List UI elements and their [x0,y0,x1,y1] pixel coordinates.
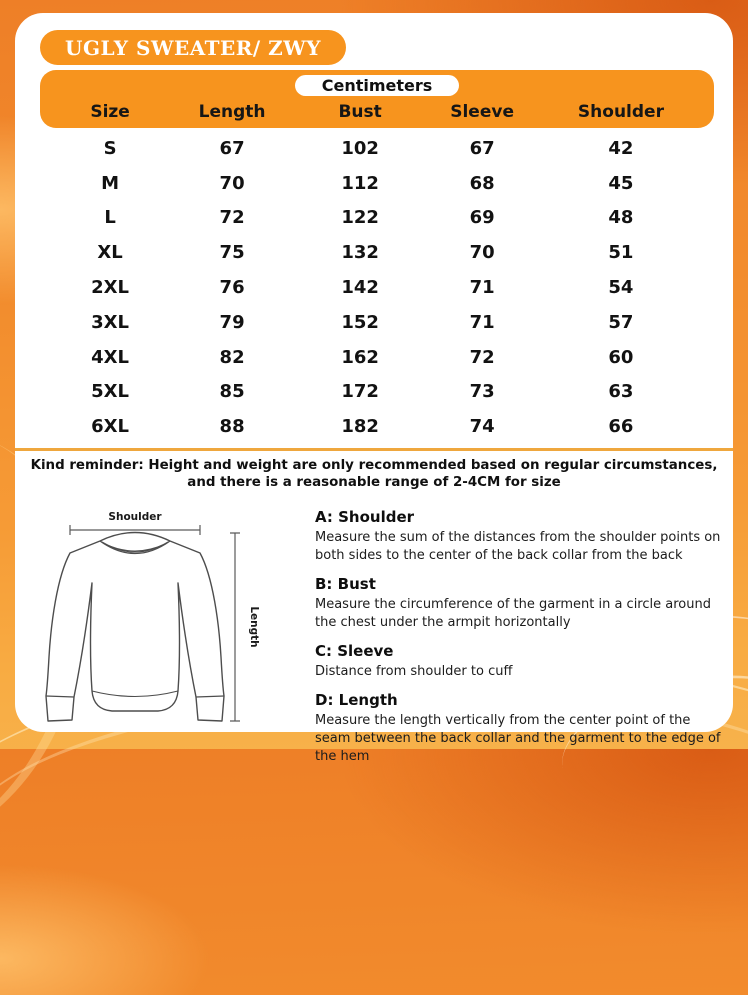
guide-section-title: A: Shoulder [315,508,415,526]
table-row [40,131,714,166]
table-cell: 71 [469,311,495,333]
guide-section [315,508,727,565]
guide-section-title: B: Bust [315,574,376,593]
kind-reminder-line2: and there is a reasonable range of 2-4CM for size [187,475,561,491]
table-cell: 172 [341,381,379,403]
table-cell: 48 [608,207,634,229]
table-cell: L [104,207,116,229]
table-cell: 4XL [91,346,130,368]
table-cell: 51 [608,242,634,264]
length-dimension-label: Length [248,606,260,648]
table-row [40,409,714,444]
table-row [40,166,714,201]
sweater-diagram [38,505,274,731]
guide-section-title: D: Length [315,690,398,709]
table-cell: 71 [469,277,495,299]
table-cell: 70 [469,242,495,264]
size-table-body [40,131,714,444]
sweater-line-art [38,505,274,731]
guide-section [315,642,727,681]
size-table-header [40,70,714,128]
table-cell: XL [97,242,123,264]
table-cell: 67 [469,137,495,159]
table-cell: 60 [608,346,634,368]
column-header-sleeve: Sleeve [450,102,514,122]
table-cell: 102 [341,137,379,159]
product-title-badge [40,30,346,65]
table-cell: 152 [341,311,379,333]
table-cell: 3XL [91,311,130,333]
product-title: UGLY SWEATER/ ZWY [65,35,321,60]
table-cell: 74 [469,416,495,438]
guide-section-body: Distance from shoulder to cuff [315,663,513,679]
table-cell: 72 [219,207,245,229]
table-cell: M [101,172,120,194]
divider-line [15,448,733,451]
guide-section [315,691,727,766]
table-cell: 88 [219,416,245,438]
table-cell: 162 [341,346,379,368]
table-cell: 85 [219,381,245,403]
table-cell: 42 [608,137,634,159]
table-cell: 66 [608,416,634,438]
table-cell: 182 [341,416,379,438]
unit-badge: Centimeters [295,75,460,96]
table-cell: 142 [341,277,379,299]
table-cell: 67 [219,137,245,159]
guide-section [315,575,727,632]
table-row [40,201,714,236]
column-header-shoulder: Shoulder [577,102,664,122]
column-header-size: Size [90,102,130,122]
table-cell: 79 [219,311,245,333]
table-cell: 112 [341,172,379,194]
table-row [40,305,714,340]
table-cell: 2XL [91,277,130,299]
table-cell: 63 [608,381,634,403]
guide-section-body: Measure the circumference of the garment in a circle around the chest under the armpit horizontally [315,596,711,630]
table-row [40,270,714,305]
table-cell: 76 [219,277,245,299]
shoulder-dimension-label: Shoulder [108,511,162,523]
table-cell: 73 [469,381,495,403]
table-row [40,235,714,270]
table-row [40,340,714,375]
table-cell: S [103,137,117,159]
measure-guide [315,508,727,776]
table-cell: 5XL [91,381,130,403]
table-cell: 70 [219,172,245,194]
table-cell: 68 [469,172,495,194]
guide-section-body: Measure the sum of the distances from the shoulder points on both sides to the center of the back collar from the back [315,530,721,563]
column-header-bust: Bust [338,102,382,122]
table-cell: 69 [469,207,495,229]
column-header-length: Length [198,102,266,122]
table-row [40,374,714,409]
kind-reminder-line1: Kind reminder: Height and weight are only recommended based on regular circumstances, [30,458,718,473]
table-cell: 72 [469,346,495,368]
table-cell: 6XL [91,416,130,438]
table-cell: 45 [608,172,634,194]
table-header-row [40,96,714,128]
table-cell: 75 [219,242,245,264]
table-cell: 54 [608,277,634,299]
table-cell: 132 [341,242,379,264]
kind-reminder [24,457,724,492]
table-cell: 57 [608,311,634,333]
table-cell: 82 [219,346,245,368]
guide-section-title: C: Sleeve [315,641,394,660]
table-cell: 122 [341,207,379,229]
size-chart-card [15,13,733,764]
guide-section-body: Measure the length vertically from the center point of the seam between the back collar and the garment to the edge of the hem [315,712,721,764]
